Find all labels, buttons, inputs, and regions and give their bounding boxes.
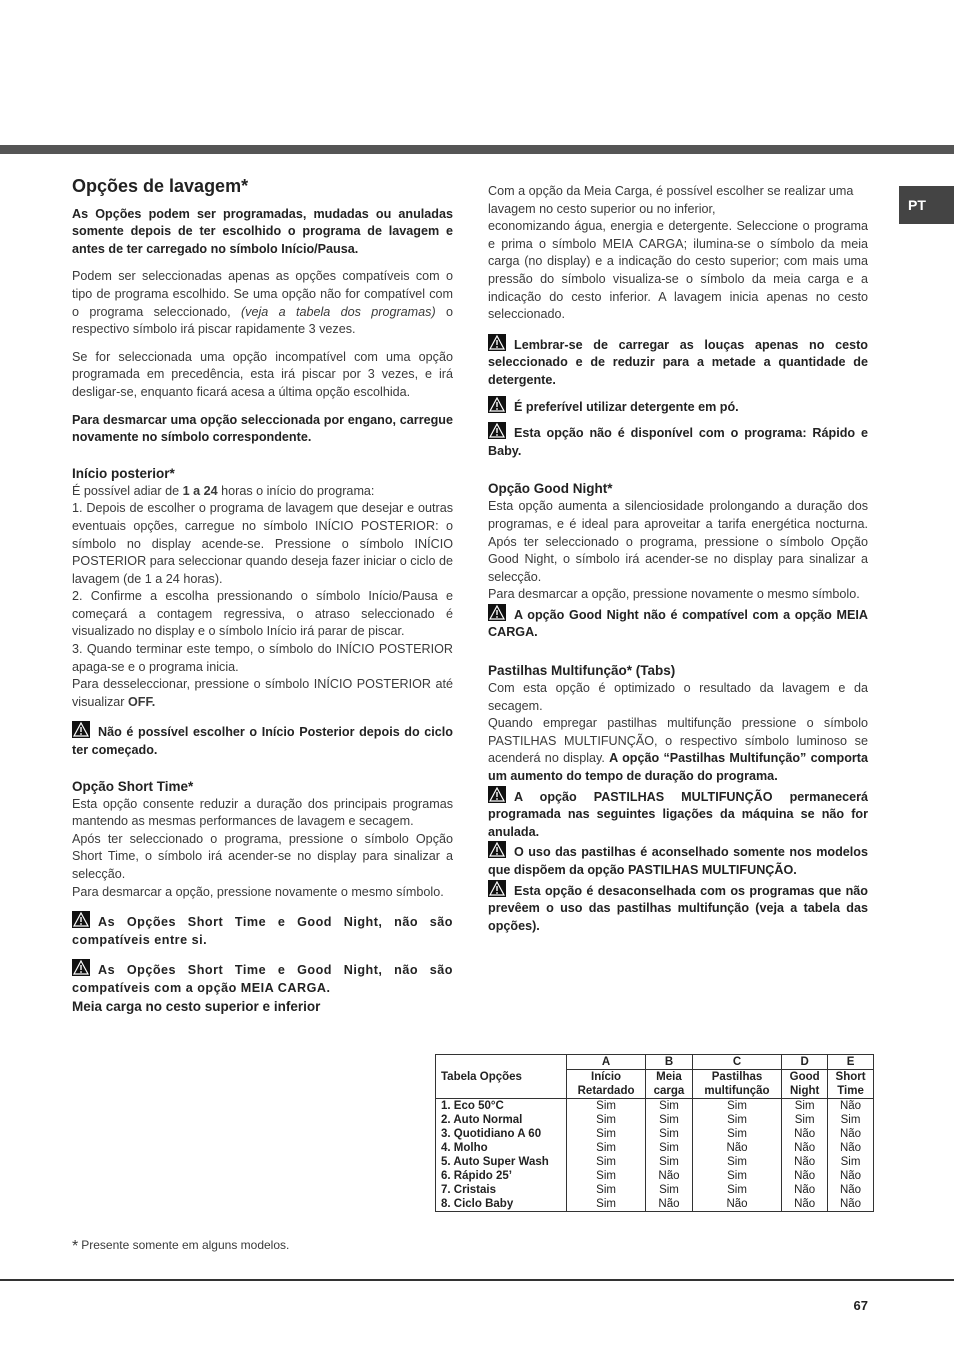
- option-cell: Sim: [646, 1127, 693, 1141]
- short-time-3: Para desmarcar a opção, pressione novamente o mesmo símbolo.: [72, 884, 444, 899]
- col-letter: A: [567, 1055, 646, 1070]
- warning-tabs-1: A opção PASTILHAS MULTIFUNÇÃO permanecerá programada nas seguintes ligações da máquina se não for anulada.: [488, 786, 868, 842]
- col-header: Short Time: [828, 1070, 874, 1099]
- option-cell: Sim: [692, 1169, 781, 1183]
- top-rule: [0, 145, 954, 154]
- program-name: 1. Eco 50°C: [436, 1099, 567, 1114]
- option-cell: Sim: [692, 1099, 781, 1114]
- option-cell: Sim: [692, 1127, 781, 1141]
- right-column: [488, 183, 868, 935]
- col-header: Meia carga: [646, 1070, 693, 1099]
- warning-half-1: Lembrar-se de carregar as louças apenas no cesto seleccionado e de reduzir para a metade a quantidade de detergente.: [488, 334, 868, 390]
- delay-intro: É possível adiar de 1 a 24 horas o início do programa:: [72, 483, 375, 498]
- warning-half-3: Esta opção não é disponível com o programa: Rápido e Baby.: [488, 422, 868, 460]
- table-row: [436, 1141, 874, 1155]
- delay-step-3: 3. Quando terminar este tempo, o símbolo do INÍCIO POSTERIOR apaga-se e o programa inicia.: [72, 642, 453, 674]
- warning-icon: [488, 786, 506, 803]
- option-cell: Sim: [567, 1169, 646, 1183]
- warning-icon: [488, 396, 506, 413]
- table-row: [436, 1127, 874, 1141]
- delay-deselect: Para desseleccionar, pressione o símbolo INÍCIO POSTERIOR até visualizar OFF.: [72, 677, 453, 709]
- warning-delay: Não é possível escolher o Início Posterior depois do ciclo ter começado.: [72, 721, 453, 759]
- option-cell: Não: [782, 1183, 828, 1197]
- program-name: 3. Quotidiano A 60: [436, 1127, 567, 1141]
- option-cell: Sim: [567, 1099, 646, 1114]
- heading-short-time: Opção Short Time*: [72, 778, 194, 794]
- option-cell: Sim: [692, 1183, 781, 1197]
- option-cell: Sim: [782, 1099, 828, 1114]
- warning-short-2: As Opções Short Time e Good Night, não são compatíveis com a opção MEIA CARGA.: [72, 959, 453, 997]
- option-cell: Não: [646, 1169, 693, 1183]
- col-letter: D: [782, 1055, 828, 1070]
- option-cell: Sim: [646, 1113, 693, 1127]
- warning-good-night: A opção Good Night não é compatível com a opção MEIA CARGA.: [488, 604, 868, 642]
- warning-icon: [488, 422, 506, 439]
- program-name: 5. Auto Super Wash: [436, 1155, 567, 1169]
- options-table: [435, 1054, 874, 1212]
- col-header: Good Night: [782, 1070, 828, 1099]
- warning-icon: [72, 959, 90, 976]
- table-row: [436, 1169, 874, 1183]
- table-row: [436, 1155, 874, 1169]
- good-night-2: Para desmarcar a opção, pressione novamente o mesmo símbolo.: [488, 587, 860, 602]
- option-cell: Sim: [646, 1099, 693, 1114]
- paragraph-deselect: Para desmarcar uma opção seleccionada por engano, carregue novamente no símbolo correspondente.: [72, 412, 453, 445]
- col-letter: E: [828, 1055, 874, 1070]
- left-column: [72, 178, 453, 1016]
- warning-half-2: É preferível utilizar detergente em pó.: [488, 396, 868, 417]
- short-time-2: Após ter seleccionado o programa, pressione o símbolo Opção Short Time, o símbolo irá acender-se no display para sinalizar a selecção.: [72, 831, 453, 881]
- table-row: [436, 1197, 874, 1212]
- table-letters-row: [436, 1055, 874, 1070]
- option-cell: Não: [782, 1127, 828, 1141]
- language-tab: PT: [899, 186, 954, 224]
- bottom-rule: [0, 1279, 954, 1281]
- heading-good-night: Opção Good Night*: [488, 481, 613, 497]
- short-time-1: Esta opção consente reduzir a duração dos principais programas mantendo as mesmas performances de lavagem e secagem.: [72, 796, 453, 829]
- option-cell: Sim: [828, 1155, 874, 1169]
- option-cell: Não: [828, 1197, 874, 1212]
- option-cell: Sim: [567, 1197, 646, 1212]
- half-load-2: economizando água, energia e detergente. Seleccione o programa e prima o símbolo MEIA CARGA; ilumina-se o símbolo da meia carga (no display) e a indicação do cesto superior; com mais uma pressão do símbolo visualiza-se o símbolo da meia carga e a indicação do cesto inferior. A lavagem inicia apenas no cesto seleccionado.: [488, 219, 868, 322]
- warning-tabs-2: O uso das pastilhas é aconselhado somente nos modelos que dispõem da opção PASTILHAS MULTIFUNÇÃO.: [488, 841, 868, 879]
- table-row: [436, 1183, 874, 1197]
- warning-icon: [72, 721, 90, 738]
- option-cell: Sim: [692, 1155, 781, 1169]
- program-name: 2. Auto Normal: [436, 1113, 567, 1127]
- page-number: 67: [853, 1298, 868, 1313]
- delay-step-2: 2. Confirme a escolha pressionando o símbolo Início/Pausa e começará a contagem regressiva, o atraso seleccionado é visualizado no display e o símbolo Início irá parar de piscar.: [72, 589, 453, 639]
- warning-icon: [488, 334, 506, 351]
- warning-icon: [488, 841, 506, 858]
- heading-half-load: Meia carga no cesto superior e inferior: [72, 998, 321, 1014]
- footnote: * Presente somente em alguns modelos.: [72, 1238, 290, 1255]
- option-cell: Não: [782, 1169, 828, 1183]
- warning-icon: [72, 911, 90, 928]
- heading-delay-start: Início posterior*: [72, 465, 175, 481]
- option-cell: Não: [782, 1197, 828, 1212]
- option-cell: Não: [828, 1127, 874, 1141]
- program-name: 8. Ciclo Baby: [436, 1197, 567, 1212]
- col-letter: B: [646, 1055, 693, 1070]
- col-header: Pastilhas multifunção: [692, 1070, 781, 1099]
- intro-bold: As Opções podem ser programadas, mudadas ou anuladas somente depois de ter escolhido o programa de lavagem e antes de ter carregado no símbolo Início/Pausa.: [72, 206, 453, 256]
- paragraph-compat: Podem ser seleccionadas apenas as opções compatíveis com o tipo de programa escolhido. Se uma opção não for compatível com o programa seleccionado, (veja a tabela dos programas) o respectivo símbolo irá piscar rapidamente 3 vezes.: [72, 269, 453, 337]
- option-cell: Sim: [782, 1113, 828, 1127]
- warning-icon: [488, 880, 506, 897]
- option-cell: Não: [828, 1169, 874, 1183]
- option-cell: Sim: [646, 1155, 693, 1169]
- option-cell: Sim: [567, 1113, 646, 1127]
- option-cell: Sim: [567, 1155, 646, 1169]
- option-cell: Sim: [692, 1113, 781, 1127]
- col-header: Início Retardado: [567, 1070, 646, 1099]
- delay-step-1: 1. Depois de escolher o programa de lavagem que desejar e outras eventuais opções, carregue no símbolo INÍCIO POSTERIOR: o símbolo no display acende-se. Pressione o símbolo INÍCIO POSTERIOR para seleccionar quando deseja fazer iniciar o ciclo de lavagem (de 1 a 24 horas).: [72, 501, 453, 586]
- option-cell: Não: [782, 1155, 828, 1169]
- option-cell: Sim: [567, 1183, 646, 1197]
- option-cell: Sim: [646, 1183, 693, 1197]
- program-name: 7. Cristais: [436, 1183, 567, 1197]
- option-cell: Não: [828, 1141, 874, 1155]
- good-night-1: Esta opção aumenta a silenciosidade prolongando a duração dos programas, e é ideal para aproveitar a tarifa energética nocturna. Após ter seleccionado o programa, pressione o símbolo Opção Good Night, o símbolo irá acender-se no display para sinalizar a selecção.: [488, 499, 868, 584]
- tabs-2: Quando empregar pastilhas multifunção pressione o símbolo PASTILHAS MULTIFUNÇÃO, o respectivo símbolo luminoso se acenderá no display. A opção “Pastilhas Multifunção” comporta um aumento do tempo de duração do programa.: [488, 716, 868, 784]
- option-cell: Não: [782, 1141, 828, 1155]
- half-load-1: Com a opção da Meia Carga, é possível escolher se realizar uma lavagem no cesto superior ou no inferior,: [488, 184, 854, 216]
- option-cell: Não: [828, 1099, 874, 1114]
- program-name: 6. Rápido 25’: [436, 1169, 567, 1183]
- program-name: 4. Molho: [436, 1141, 567, 1155]
- heading-tabs: Pastilhas Multifunção* (Tabs): [488, 663, 676, 679]
- warning-tabs-3: Esta opção é desaconselhada com os programas que não prevêem o uso das pastilhas multifunção (veja a tabela das opções).: [488, 880, 868, 936]
- table-row: [436, 1099, 874, 1114]
- option-cell: Sim: [828, 1113, 874, 1127]
- paragraph-incompat: Se for seleccionada uma opção incompatível com uma opção programada em precedência, esta irá piscar por 3 vezes, e irá desligar-se, enquanto ficará acesa a última opção escolhida.: [72, 349, 453, 399]
- warning-icon: [488, 604, 506, 621]
- option-cell: Sim: [567, 1141, 646, 1155]
- tabs-1: Com esta opção é optimizado o resultado da lavagem e da secagem.: [488, 681, 868, 713]
- table-row: [436, 1113, 874, 1127]
- col-letter: C: [692, 1055, 781, 1070]
- option-cell: Não: [646, 1197, 693, 1212]
- option-cell: Sim: [646, 1141, 693, 1155]
- option-cell: Sim: [567, 1127, 646, 1141]
- warning-short-1: As Opções Short Time e Good Night, não são compatíveis entre si.: [72, 911, 453, 949]
- table-title: Tabela Opções: [436, 1055, 567, 1099]
- page-title: Opções de lavagem*: [72, 176, 249, 196]
- option-cell: Não: [828, 1183, 874, 1197]
- option-cell: Não: [692, 1141, 781, 1155]
- option-cell: Não: [692, 1197, 781, 1212]
